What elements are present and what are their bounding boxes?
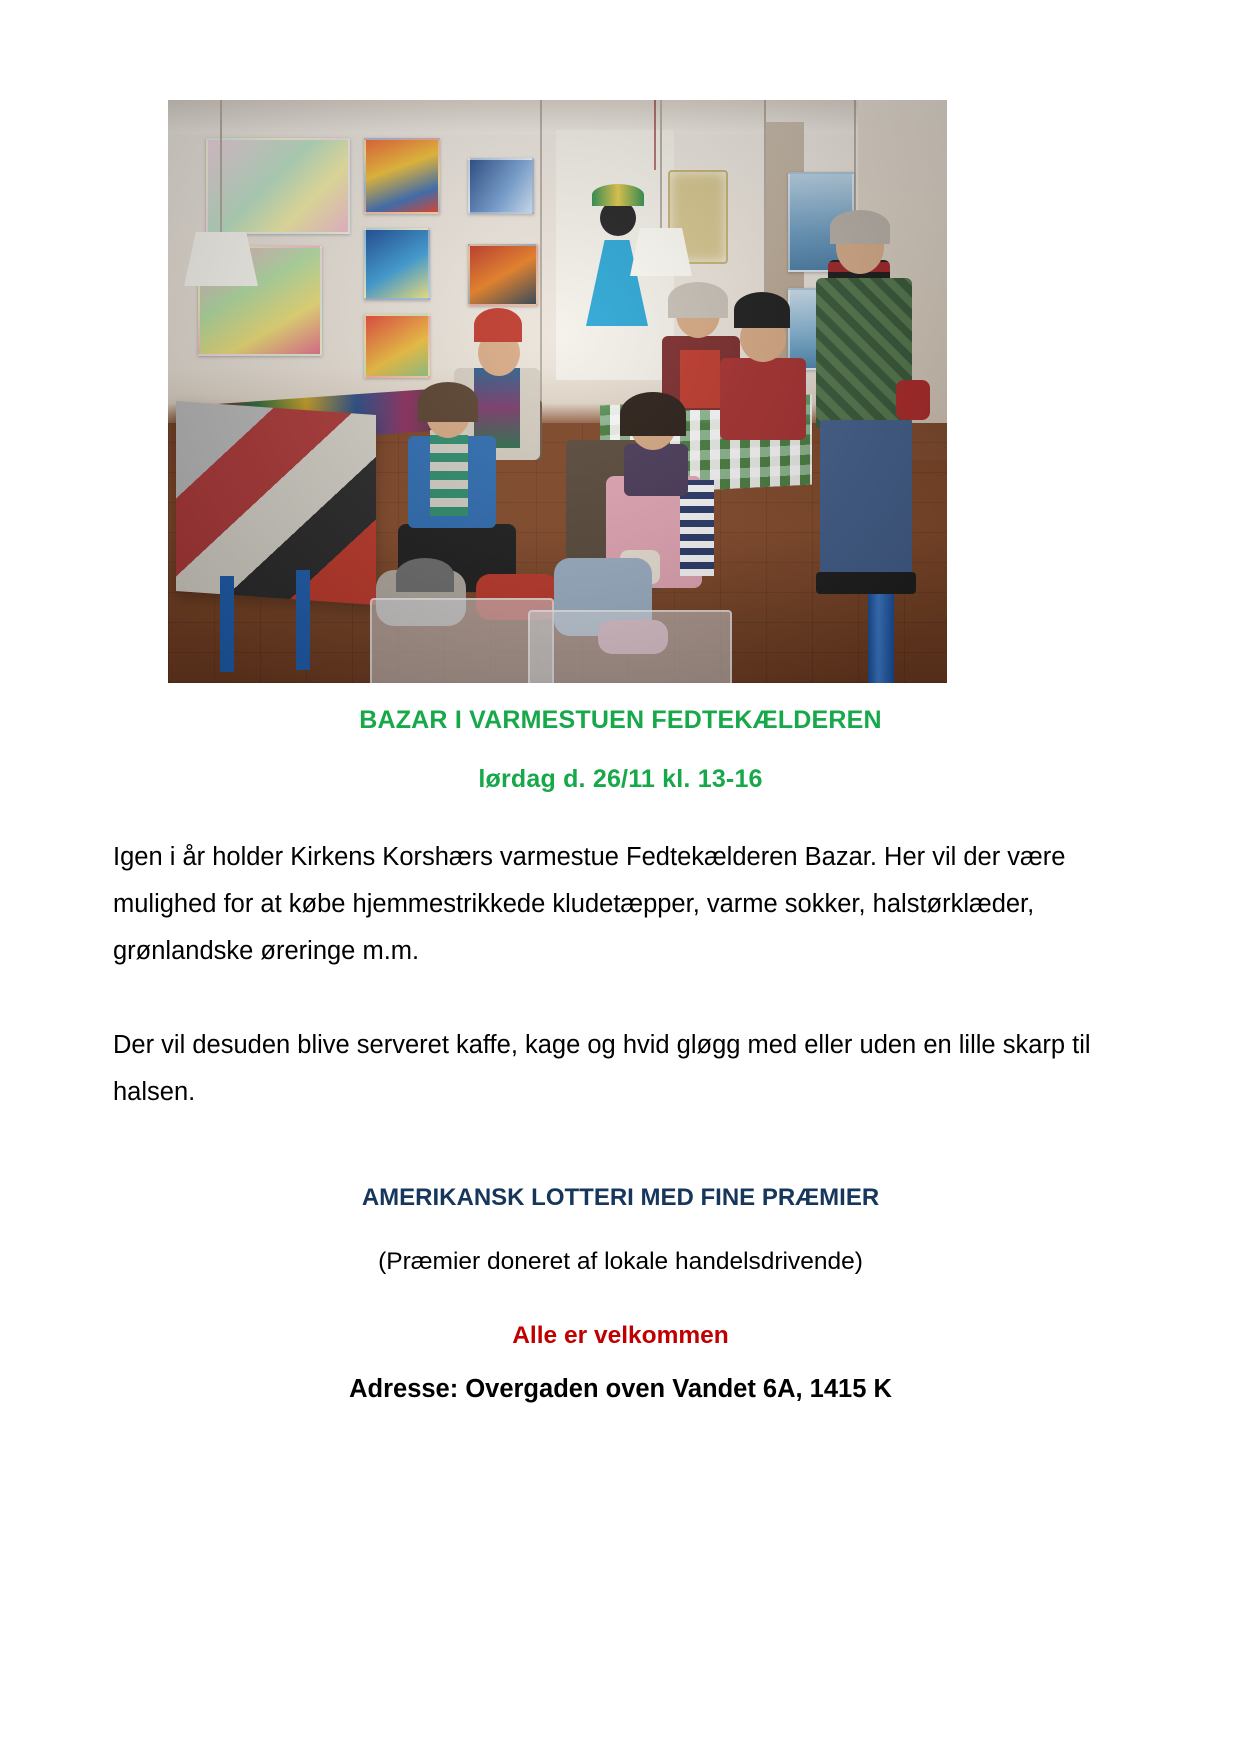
welcome-line: Alle er velkommen (512, 1322, 729, 1349)
pendant-lamp (630, 228, 692, 276)
lamp-cord (220, 100, 222, 234)
table-with-patchwork-cloth (176, 401, 376, 605)
wall-seam (540, 100, 542, 430)
chair-leg (220, 576, 234, 672)
person-blackhat-body (720, 358, 806, 440)
person-standing-jeans (820, 420, 912, 580)
poster-title-line-1: BAZAR I VARMESTUEN FEDTEKÆLDEREN (359, 706, 882, 734)
lottery-heading: AMERIKANSK LOTTERI MED FINE PRÆMIER (361, 1184, 880, 1211)
ceiling (168, 100, 947, 134)
person-seated-left-hair (418, 382, 478, 422)
wall-artwork (364, 228, 430, 300)
chair-leg (296, 570, 310, 670)
wall-artwork (206, 138, 350, 234)
person-blackhat-hat (734, 292, 790, 328)
person-seated-left-scarf (430, 430, 468, 516)
person-seated-center-hair (620, 392, 686, 436)
paragraph-2: Der vil desuden blive serveret kaffe, kage og hvid gløgg med eller uden en lille skarp til halsen. (113, 1031, 1091, 1106)
body-text (0, 834, 1241, 1116)
photo-scene (168, 100, 947, 683)
storage-bin (528, 610, 732, 683)
person-standing-hair (830, 210, 890, 244)
bazaar-group-photo (168, 100, 947, 683)
address-line: Adresse: Overgaden oven Vandet 6A, 1415 K (349, 1374, 892, 1403)
person-standing-shoes (816, 572, 916, 594)
wall-artwork (364, 314, 430, 378)
person-redhat-hat (474, 308, 522, 342)
person-standing-glove (896, 380, 930, 420)
wall-artwork (468, 158, 534, 214)
paragraph-1: Igen i år holder Kirkens Korshærs varmestue Fedtekælderen Bazar. Her vil der være mulighed for at købe hjemmestrikkede kludetæpper, varme sokker, halstørklæder, grønlandske øreringe m.m. (113, 843, 1066, 965)
knitted-hat (396, 558, 454, 592)
storage-bin (370, 598, 554, 683)
wall-artwork (364, 138, 440, 214)
hanging-cord (654, 100, 656, 170)
person-apron-hair (668, 282, 728, 318)
lamp-cord (660, 100, 662, 230)
person-apron (680, 350, 720, 408)
pendant-lamp (184, 232, 258, 286)
person-seated-center-scarf (624, 444, 688, 496)
wall-artwork (468, 244, 538, 306)
poster-text (0, 700, 1241, 1429)
poster-title-line-2: lørdag d. 26/11 kl. 13-16 (478, 765, 763, 793)
banner-figure-hat (592, 184, 644, 206)
lottery-note: (Præmier doneret af lokale handelsdrivende) (378, 1248, 863, 1275)
